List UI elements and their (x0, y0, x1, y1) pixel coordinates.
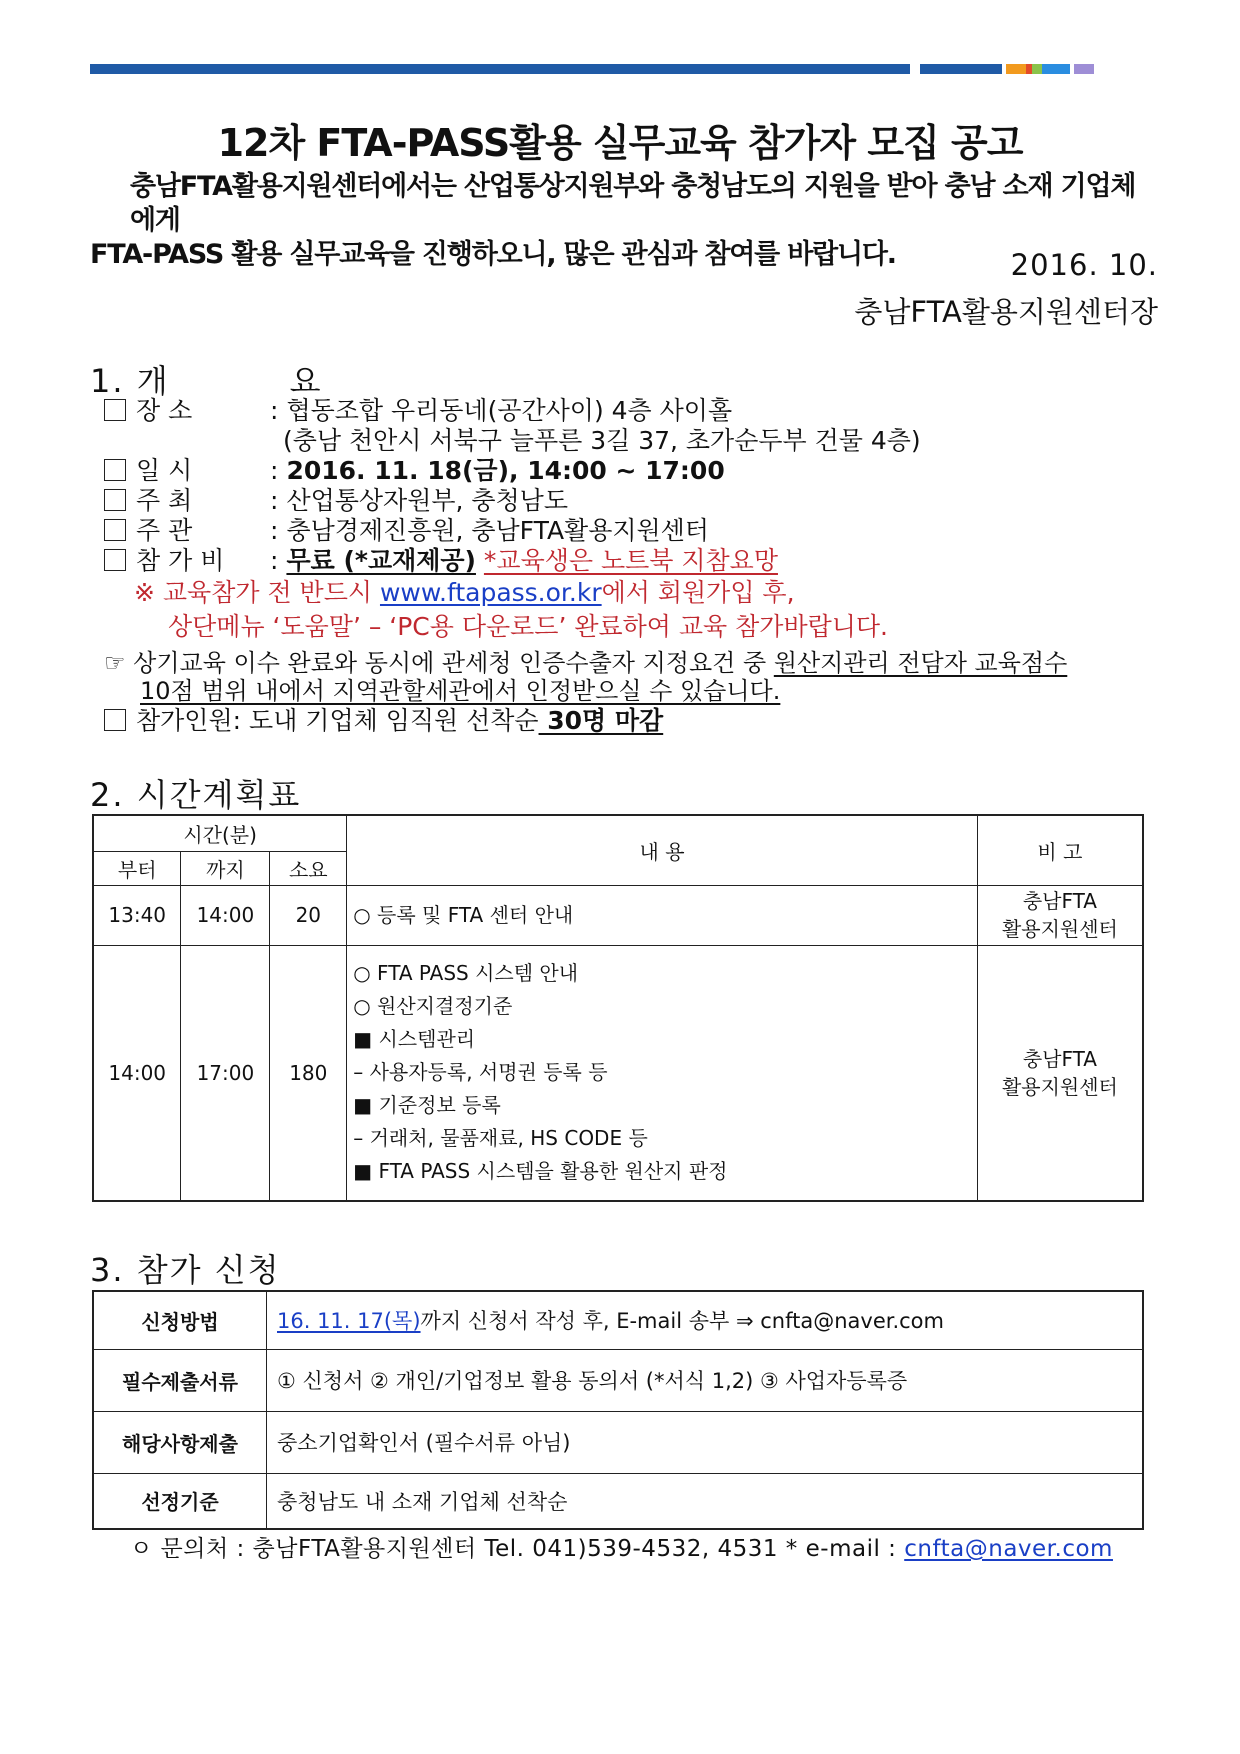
content-item: ■ 기준정보 등록 (353, 1093, 501, 1118)
section-heading-part: 요 (289, 362, 323, 400)
header-bar-main-2 (920, 64, 1002, 74)
overview-place-detail: (충남 천안시 서북구 늘푸른 3길 37, 초가순두부 건물 4층) (283, 426, 921, 455)
overview-time: 일 시 : 2016. 11. 18(금), 14:00 ~ 17:00 (104, 456, 1164, 486)
overview-organizer: 주 관 : 충남경제진흥원, 충남FTA활용지원센터 (104, 516, 1164, 546)
deadline-date: 16. 11. 17(목) (277, 1309, 421, 1334)
table-row (93, 1291, 1143, 1349)
field-label: 주 관 (136, 516, 193, 545)
content-item: ○ FTA PASS 시스템 안내 (353, 961, 579, 986)
contact-text: ㅇ 문의처 : 충남FTA활용지원센터 Tel. 041)539-4532, 4531 * e-mail : (130, 1536, 905, 1562)
cell-content (347, 885, 978, 945)
credit-notice (104, 648, 1164, 678)
intro-paragraph (90, 170, 1150, 272)
content-item: – 사용자등록, 서명권 등록 등 (353, 1060, 608, 1085)
content-item: – 거래처, 물품재료, HS CODE 등 (353, 1126, 648, 1151)
checkbox-icon (104, 459, 126, 481)
table-row (93, 945, 1143, 1201)
header-color-bar (90, 64, 1110, 74)
issuer-name: 충남FTA활용지원센터장 (854, 295, 1158, 329)
header-bar-accent (1006, 64, 1026, 74)
field-label: 참가인원 (136, 706, 233, 735)
contact-email-link[interactable]: cnfta@naver.com (904, 1536, 1113, 1562)
header-from: 부터 (93, 851, 181, 885)
header-duration: 소요 (270, 851, 347, 885)
row-label: 신청방법 (93, 1291, 267, 1349)
field-value: 2016. 11. 18(금), 14:00 ~ 17:00 (286, 456, 725, 485)
row-value: ① 신청서 ② 개인/기업정보 활용 동의서 (*서식 1,2) ③ 사업자등록증 (267, 1349, 1144, 1411)
header-note: 비 고 (977, 815, 1143, 885)
note-line: 활용지원센터 (1001, 917, 1118, 941)
checkbox-icon (104, 489, 126, 511)
field-label: 주 최 (136, 486, 193, 515)
cell-note (977, 945, 1143, 1201)
cell-to: 14:00 (181, 885, 270, 945)
header-to: 까지 (181, 851, 270, 885)
section-heading-part: 개 (136, 362, 170, 400)
header-bar-accent (1042, 64, 1070, 74)
document-date: 2016. 10. (1010, 248, 1158, 282)
row-value: 중소기업확인서 (필수서류 아님) (267, 1411, 1144, 1473)
intro-line-2: FTA-PASS 활용 실무교육을 진행하오니, 많은 관심과 참여를 바랍니다. (90, 239, 896, 270)
signup-notice-line-2: 상단메뉴 ‘도움말’ – ‘PC용 다운로드’ 완료하여 교육 참가바랍니다. (168, 612, 888, 641)
table-row (93, 885, 1143, 945)
overview-fee: 참 가 비 : 무료 (*교재제공) *교육생은 노트북 지참요망 (104, 546, 1164, 576)
content-item: ■ FTA PASS 시스템을 활용한 원산지 판정 (353, 1159, 728, 1184)
cell-from: 14:00 (93, 945, 181, 1201)
row-label: 필수제출서류 (93, 1349, 267, 1411)
table-row (93, 1349, 1143, 1411)
pointing-hand-icon: ☞ (104, 649, 126, 677)
section-schedule-heading: 2. 시간계획표 (90, 776, 302, 814)
field-value: 산업통상자원부, 충청남도 (286, 486, 568, 515)
field-value: 충남경제진흥원, 충남FTA활용지원센터 (286, 516, 709, 545)
cell-note (977, 885, 1143, 945)
header-bar-accent (1032, 64, 1042, 74)
application-table (92, 1290, 1144, 1530)
field-value: 협동조합 우리동네(공간사이) 4층 사이홀 (286, 396, 733, 425)
method-text: 까지 신청서 작성 후, E-mail 송부 ⇒ cnfta@naver.com (420, 1309, 944, 1334)
cell-duration: 180 (270, 945, 347, 1201)
table-row (93, 1473, 1143, 1529)
notice-text: 상기교육 이수 완료와 동시에 관세청 인증수출자 지정요건 중 (133, 649, 767, 677)
note-line: 충남FTA (1022, 889, 1097, 913)
header-bar-accent (1074, 64, 1094, 74)
signup-notice (134, 578, 1194, 608)
note-line: 활용지원센터 (1001, 1074, 1118, 1099)
header-time: 시간(분) (93, 815, 347, 851)
fee-note: *교육생은 노트북 지참요망 (483, 546, 778, 575)
overview-participants: 참가인원: 도내 기업체 임직원 선착순 30명 마감 (104, 706, 1164, 736)
checkbox-icon (104, 519, 126, 541)
header-bar-main (90, 64, 910, 74)
reference-mark-icon: ※ (134, 578, 155, 607)
credit-notice-line-2: 10점 범위 내에서 지역관할세관에서 인정받으실 수 있습니다. (140, 677, 781, 705)
notice-text: 교육참가 전 반드시 (162, 578, 373, 607)
checkbox-icon (104, 549, 126, 571)
row-label: 해당사항제출 (93, 1411, 267, 1473)
section-number: 1. (90, 362, 125, 400)
cell-from: 13:40 (93, 885, 181, 945)
row-label: 선정기준 (93, 1473, 267, 1529)
field-value: 도내 기업체 임직원 선착순 (249, 706, 539, 735)
row-value (267, 1291, 1144, 1349)
overview-place: 장 소 : 협동조합 우리동네(공간사이) 4층 사이홀 (104, 396, 1164, 426)
field-value: 무료 (*교재제공) (286, 546, 476, 575)
note-line: 충남FTA (1022, 1046, 1097, 1071)
document-title: 12차 FTA-PASS활용 실무교육 참가자 모집 공고 (217, 121, 1023, 165)
field-label: 일 시 (136, 456, 193, 485)
cell-to: 17:00 (181, 945, 270, 1201)
notice-text: 에서 회원가입 후, (601, 578, 795, 607)
table-row (93, 1411, 1143, 1473)
intro-line-1: 충남FTA활용지원센터에서는 산업통상지원부와 충청남도의 지원을 받아 충남 소재 기업체에게 (130, 171, 1136, 236)
notice-emphasis: 원산지관리 전담자 교육점수 (773, 649, 1068, 677)
row-value: 충청남도 내 소재 기업체 선착순 (267, 1473, 1144, 1529)
field-label: 참 가 비 (136, 546, 225, 575)
ftapass-link[interactable]: www.ftapass.or.kr (379, 578, 602, 607)
section-apply-heading: 3. 참가 신청 (90, 1251, 281, 1289)
checkbox-icon (104, 709, 126, 731)
content-item: ○ 원산지결정기준 (353, 994, 513, 1019)
content-item: ■ 시스템관리 (353, 1027, 476, 1052)
schedule-table (92, 814, 1144, 1202)
overview-host: 주 최 : 산업통상자원부, 충청남도 (104, 486, 1164, 516)
content-item: ○ 등록 및 FTA 센터 안내 (353, 902, 574, 927)
checkbox-icon (104, 399, 126, 421)
field-label: 장 소 (136, 396, 193, 425)
cell-content (347, 945, 978, 1201)
contact-line (130, 1530, 1113, 1563)
participant-limit: 30명 마감 (538, 706, 664, 735)
cell-duration: 20 (270, 885, 347, 945)
header-content: 내 용 (347, 815, 978, 885)
